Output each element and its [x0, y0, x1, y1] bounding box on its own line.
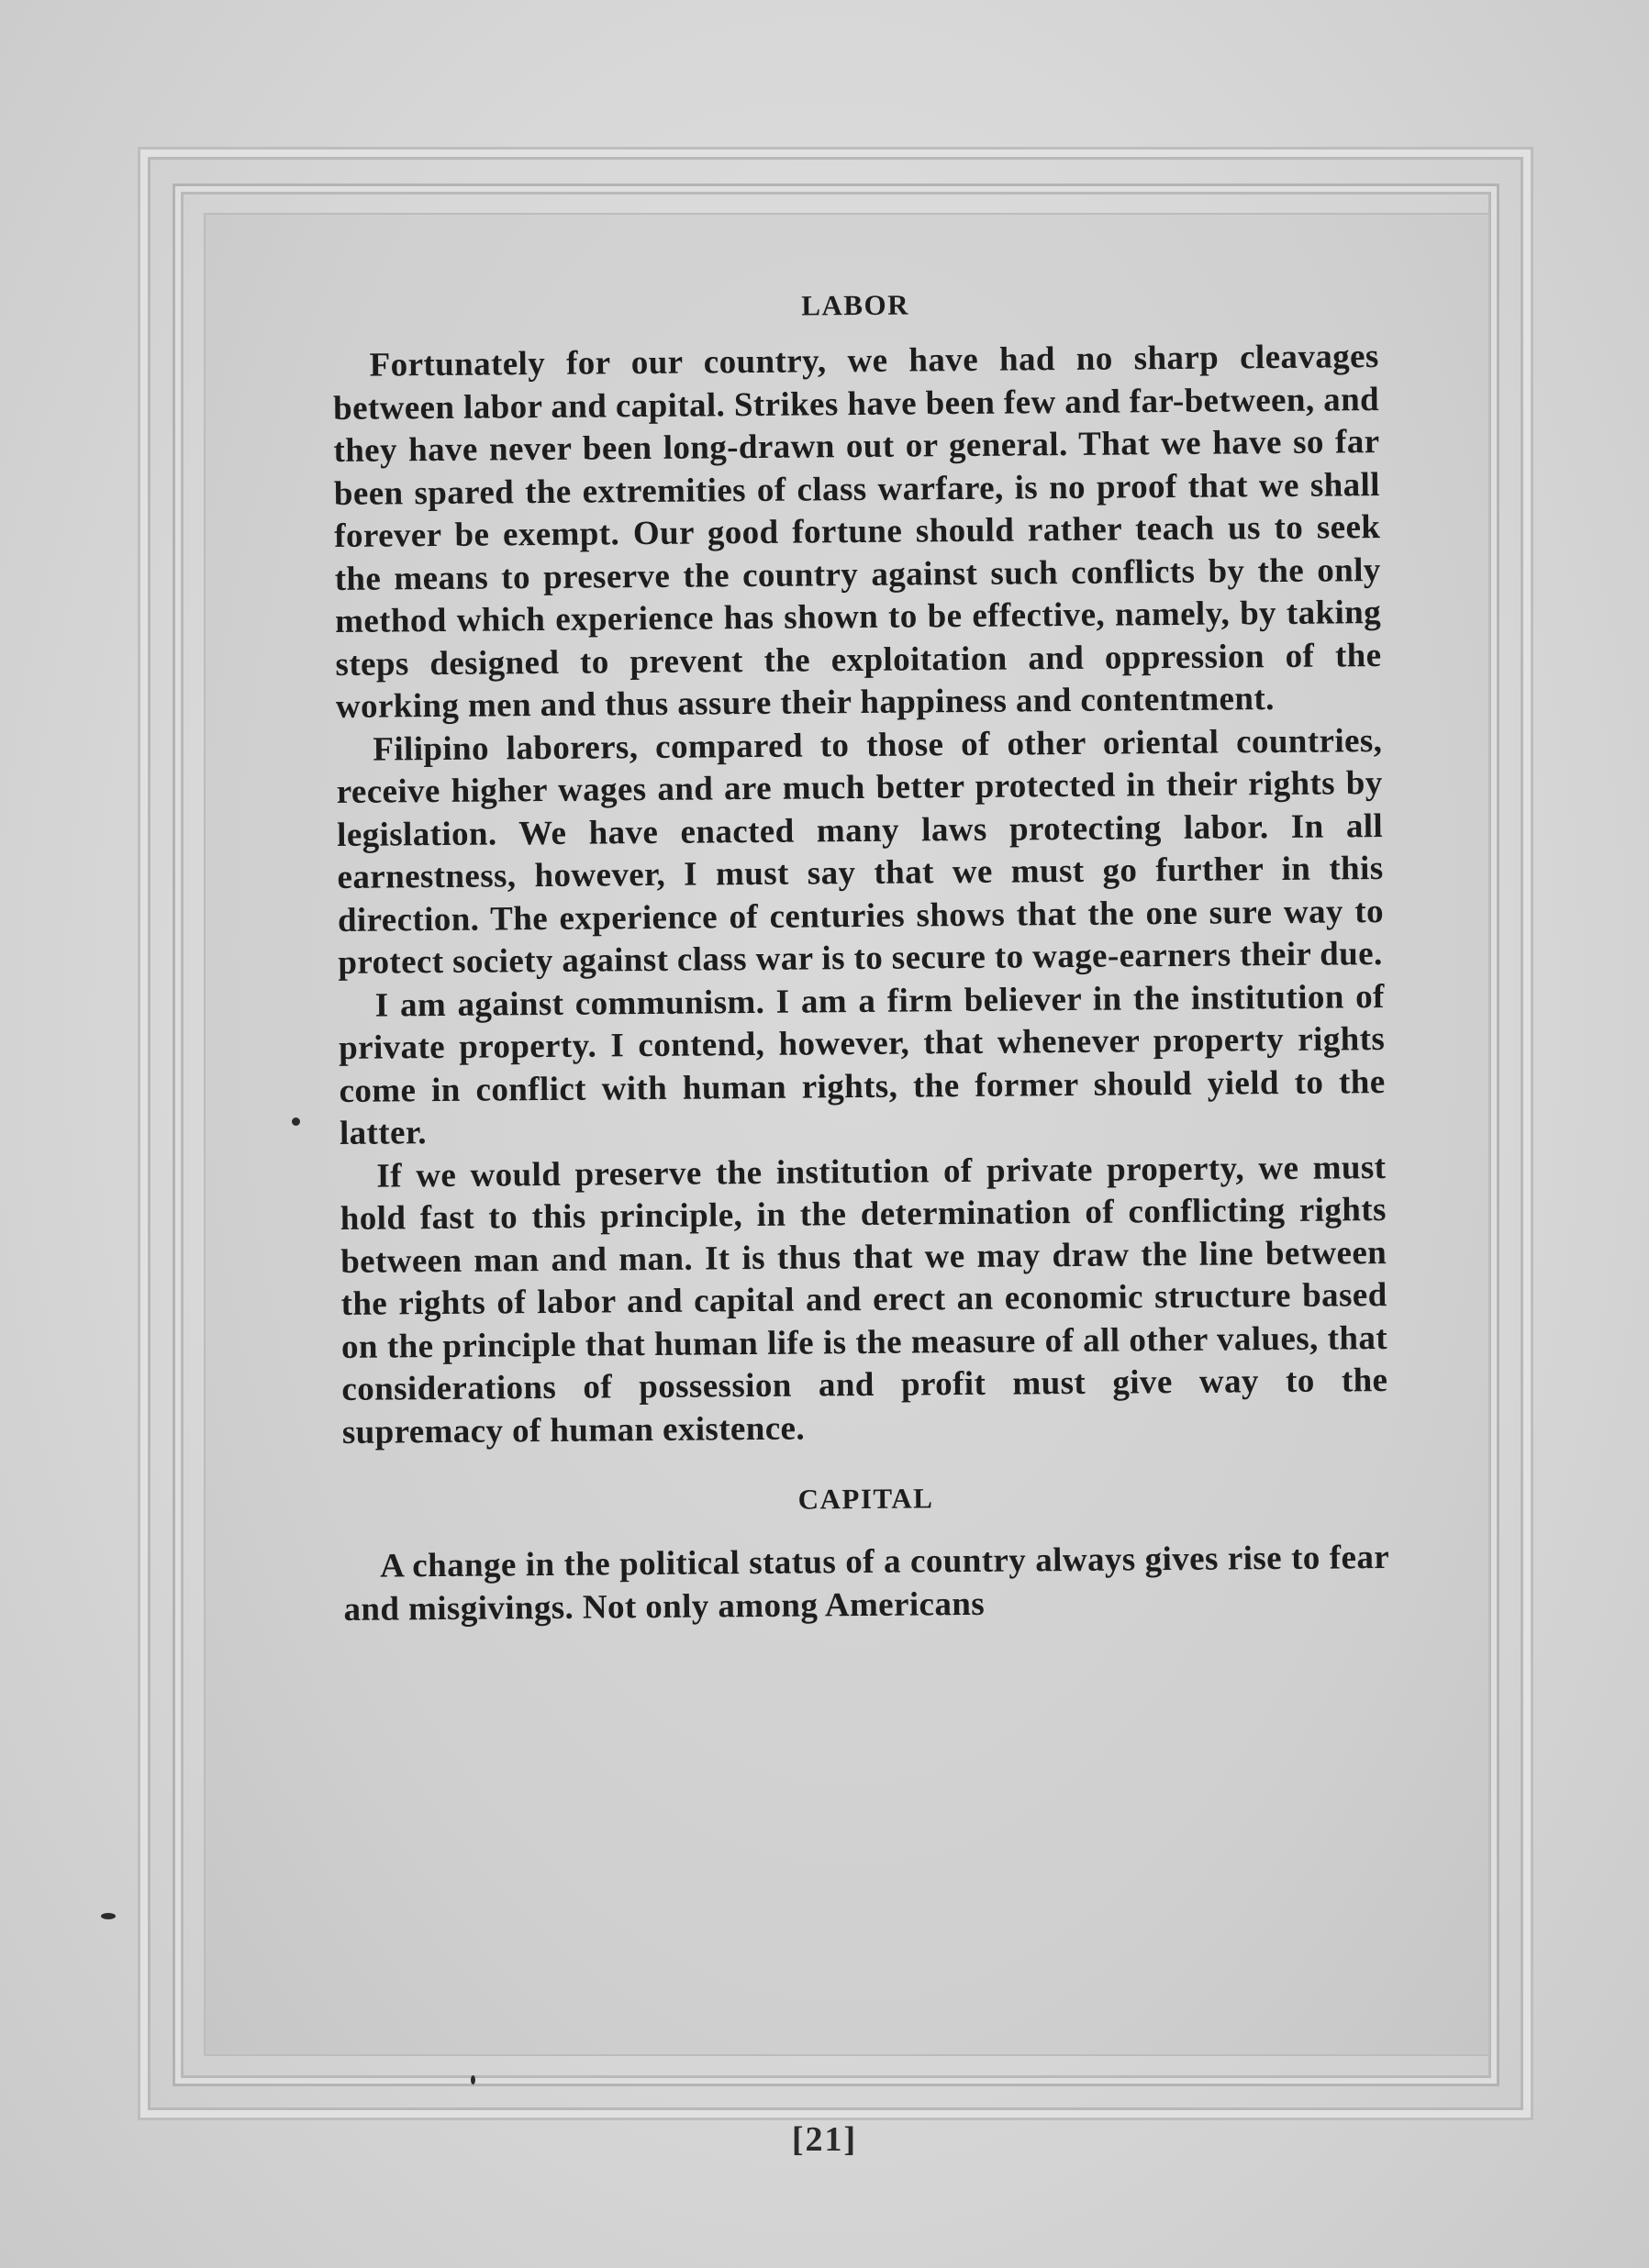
- ink-speck: [292, 1117, 300, 1126]
- paragraph: I am against communism. I am a firm believer in the institution of private property. I contend, however, that whenever property rights come in conflict with human rights, the former should yield to the latter.: [339, 977, 1386, 1152]
- section-heading-capital: CAPITAL: [797, 1482, 934, 1516]
- paragraph: If we would preserve the institution of private property, we must hold fast to this principle, in the determination of conflicting rights between man and man. It is thus that we may draw the line between the rights of labor and capital and erect an economic structure based on the principle that human life is the measure of all other values, that considerations of possession and profit must give way to the supremacy of human existence.: [340, 1148, 1388, 1451]
- paragraph: Filipino laborers, compared to those of other oriental countries, receive higher wages and are much better protected in their rights by legislation. We have enacted many laws protecting labor. In all earnestness, however, I must say that we must go further in this direction. The experience of centuries shows that the one sure way to protect society against class war is to secure to wage-earners their due.: [336, 721, 1385, 982]
- section-heading-labor: LABOR: [801, 288, 910, 322]
- ink-speck: [471, 2075, 475, 2085]
- ink-speck: [101, 1913, 116, 1919]
- paragraph: A change in the political status of a country always gives rise to fear and misgivings. Not only among Americans: [343, 1538, 1390, 1629]
- paragraph: Fortunately for our country, we have had no sharp cleavages between labor and capital. Strikes have been few and far-between, and they have never been long-drawn out or general. That we have so far been spared the extremities of class warfare, is no proof that we shall forever be exempt. Our good fortune should rather teach us to seek the means to preserve the country against such conflicts by the only method which experience has shown to be effective, namely, by taking steps designed to prevent the exploitation and oppression of the working men and thus assure their happiness and contentment.: [332, 338, 1382, 726]
- body-text: [332, 283, 1390, 1631]
- page-number: [21]: [791, 2120, 858, 2159]
